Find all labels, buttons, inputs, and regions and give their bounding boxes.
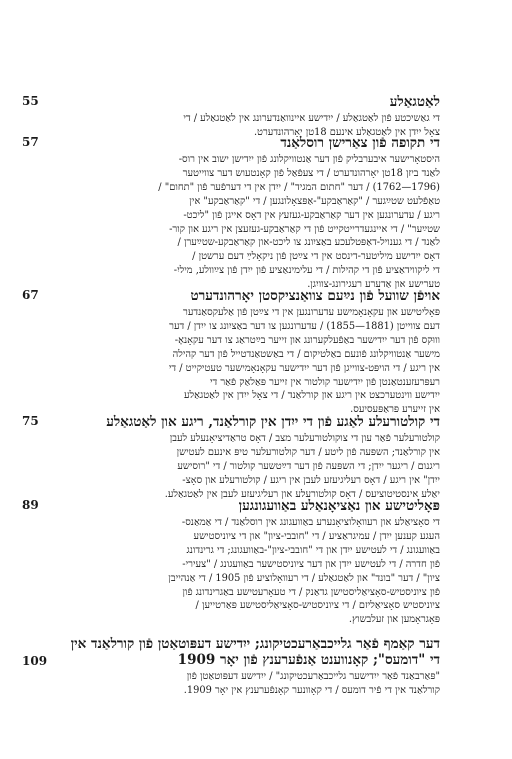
contents-entry [22,414,440,502]
entry-title: פּאָליטישע און נאַציאָנאַלע באַוועגונגען [238,498,440,514]
entry-line: אין זייערע פּראַפּעסיעס. [350,404,440,416]
contents-entry [22,135,440,292]
entry-text [60,306,440,417]
page-number: 57 [22,135,39,149]
entry-line: פּאָגראָמען און זעלבשוץ. [348,614,440,626]
entry-line: העגע קענען ייִדן / עמיגראַציע / די "חובבי-ציון" און די ציוניסטישע [193,530,440,542]
entry-text [60,670,440,698]
entry-line: די סאָציאַלע און רעוואָלוציאָנערע באַוועגונג אין רוסלאַנד / די אַמאַנס- [181,517,440,528]
entry-line: רעפּרעזענטאַנטן פֿון ייִדישער קולטור אין זייער פּאַלאַק פֿאַר די [209,376,440,388]
entry-line: קולטורעלער פֿאַר עון די צוקולטורעלער מצב / דאָס טראַדיציאָנעלע לעבן [169,433,440,444]
contents-entry [22,636,440,698]
entry-line: וווּקס פֿון דער ייִדישער באַפֿעלקערונג און זייער בײַטראַג צו דער עקאָנאָ- [174,334,440,346]
entry-title: די קולטורעלע לאַגע פֿון די ייִדן אין קורלאַנד, ריגע און לאַטגאַלע [106,414,440,430]
entry-line: טערישע און אַדערע רעגירונג-צוויִגן. [307,279,440,291]
page-number: 67 [22,288,39,302]
entry-line: (1796—1762) / דער "חתום המגיד" / ייִדן אין די דערפֿער פֿון "תחום" / [158,181,440,193]
entry-line: ריגנום / ריגער ייִדן; די השפּעה פֿון דער דײַטשער קולטור / די "רוסישע [177,460,440,472]
entry-line: טאַפֿלעט שטײַגער / "קאַראַבקע"-אַפּצאָלונגען / די "קאַראַבקע" אין [189,195,440,207]
entry-text [60,432,440,502]
entry-line: אין ריגע / די הויפּט-צווייגן פֿון דער ייִדישער עקאָנאָמישער טעטיקייט / די [168,362,440,374]
entry-line: מישער אַנטוויקלונג פֿונעם באַלטיקום / די באַשטאַנדטייל פֿון דער קהילה [172,348,440,360]
entry-line: די גאַשיכטע פֿון לאַטגאַלע / ייִדישע איינוואַנדערונג אין לאַטגאַלע / די [183,113,440,124]
page-number: 75 [22,414,39,428]
entry-line: ייִדישע ווינטערכצט אין ריגע און קורלאַנד / די צאָל ייִדן אין לאַטגאַלע [183,390,440,402]
entry-line: ציון" / דער "בונד" און לאַטגאַלע / די רעוואָלוציע פֿון 1905 / די אַנהייבן [168,572,440,584]
entry-line: ציוניסטיש סאָציאַליזם / די ציוניסטיש-סאָציאַליסטישע פּאַרטייען / [195,600,440,612]
entry-line: באַוועגונג / די לעטישע ייִדן און די "חובבי-ציון"-באַוועגונג; די גרינדונג [186,544,440,556]
page-number: 109 [22,654,48,668]
page-number: 89 [22,498,39,512]
entry-text [60,153,440,292]
entry-title: די תקופה פֿון צאַרישן רוסלאַנד [280,135,440,151]
entry-line: לאַנד / די גענויל-דאַפּטלעכע באַציִונג צו ליכט-און קאַראַבקע-שטײַערן / [177,237,440,249]
entry-title: דער קאַמף פֿאַר גלייכבאַרעכטיקונג; ייִדישע דעפּוטאַטן פֿון קורלאַנד אין די "דומעס"; קאָנווענט אַנפֿערענץ פֿון יאָר 1909 [70,636,440,668]
entry-line: דאָס ייִדישע מיליטער-דינסט אין די צײַטן פֿון ניקאָלײַ דעם ערשטן / [192,251,440,263]
entry-line: ייִדן" אין ריגע / דאָס רעליגיעזע לעבן אין ריגע / קולטורעלע און סאָצ- [182,474,440,486]
entry-line: פֿון חדרה / די לעטישע ייִדן און דער ציוניסטישער באַוועגונג / "צעירי- [182,558,440,570]
entry-title: לאַטגאַלע [389,94,440,110]
entry-line: קורלאַנד אין די פֿיר דומעס / די קאָוונער קאָנפֿערענץ אין יאָר 1909. [183,684,440,696]
entry-line: אין קורלאַנד; השפּעה פֿון ליטע / דער קולטורעלער טיפּ אינעם לעטישן [176,446,440,458]
entry-line: לאַנד ביזן 18טן יאָרהונדערט / די צעפֿאַל פֿון קאָנטעוש דער צווייטער [182,167,440,179]
entry-line: שטײַער" / די איינגעדרייטקייט פֿון די קאַראַבקע-געזעצן אין ריגע און קור- [169,223,440,235]
entry-line: פֿון ציוניסטיש-סאָציאַליסטישן גדאַנק / די טעאָרעטישע באַגרינדונג פֿון [182,586,440,598]
entry-line: יאַלע אינסטיטוציעס / דאָס קולטורעלע און רעליגיעזע לעבן אין לאַטגאַלע. [164,488,440,500]
entry-line: דעם צווייטן (1881—1855) / עדערונגען צו דער באַציִונג צו ייִדן / דער [169,320,440,332]
entry-line: "פּאַרבאַנד פֿאַר ייִדישער גלייכבאַרעכטיקונג" / ייִדישע דעפּוטאַטן פֿון [186,671,440,682]
contents-entry [22,288,440,417]
entry-line: פּאָליטישע און עקאָנאָמישע עדערונגען אין די צײַטן פֿון אַלעקסאַנדער [183,307,440,318]
contents-entry [22,498,440,627]
entry-title: אויפֿן שוועל פֿון נײַעם צוואַנציקסטן יאָרהונדערט [190,288,440,304]
entry-text [60,516,440,627]
page-number: 55 [22,94,39,108]
contents-entry [22,94,440,140]
entry-line: די ליקווידאַציע פֿון די קהילות / די עלימינאַציע פֿון ייִדן פֿון צײַוולע, מיליִ- [173,265,440,277]
entry-line: היסטאָרישער איבערבליק פֿון דער אַנטוויקלונג פֿון ייִדישן ישוב אין רוס- [178,154,440,165]
entry-line: צאָל ייִדן אין לאַטגאַלע אינעם 18טן יאָרהונדערט. [253,126,440,138]
entry-line: ריגע / עדערונגען אין דער קאַראַבקע-געזעץ אין דאָס אייגן פֿון "ליכט- [183,209,440,221]
